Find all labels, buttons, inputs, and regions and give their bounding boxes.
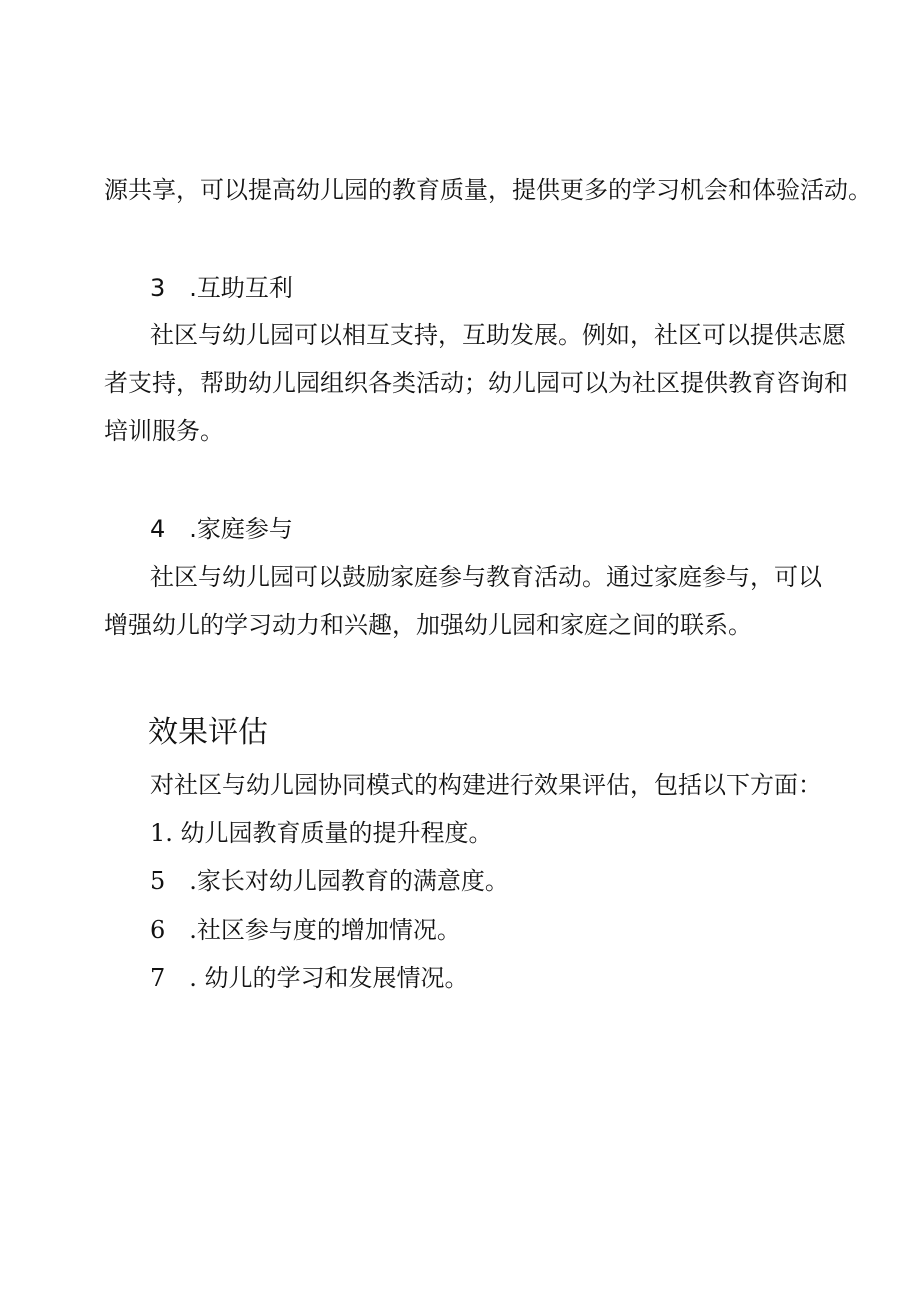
evaluation-item: 6 .社区参与度的增加情况。 [150,916,461,944]
section-4-paragraph-line-2: 增强幼儿的学习动力和兴趣，加强幼儿园和家庭之间的联系。 [104,611,752,639]
section-3-paragraph-line-3: 培训服务。 [104,417,224,445]
section-3-heading: 3 .互助互利 [150,274,293,302]
section-4-paragraph-line-1: 社区与幼儿园可以鼓励家庭参与教育活动。通过家庭参与，可以 [150,563,822,591]
evaluation-intro: 对社区与幼儿园协同模式的构建进行效果评估，包括以下方面： [150,771,822,799]
evaluation-item: 5 .家长对幼儿园教育的满意度。 [150,867,509,895]
continuation-text-line: 源共享，可以提高幼儿园的教育质量，提供更多的学习机会和体验活动。 [104,176,872,204]
section-4-heading: 4 .家庭参与 [150,515,293,543]
evaluation-item: 7 . 幼儿的学习和发展情况。 [150,964,469,992]
evaluation-heading: 效果评估 [148,715,268,750]
evaluation-item: 1. 幼儿园教育质量的提升程度。 [150,819,493,847]
section-3-paragraph-line-1: 社区与幼儿园可以相互支持，互助发展。例如，社区可以提供志愿 [150,321,846,349]
section-3-paragraph-line-2: 者支持，帮助幼儿园组织各类活动；幼儿园可以为社区提供教育咨询和 [104,369,848,397]
